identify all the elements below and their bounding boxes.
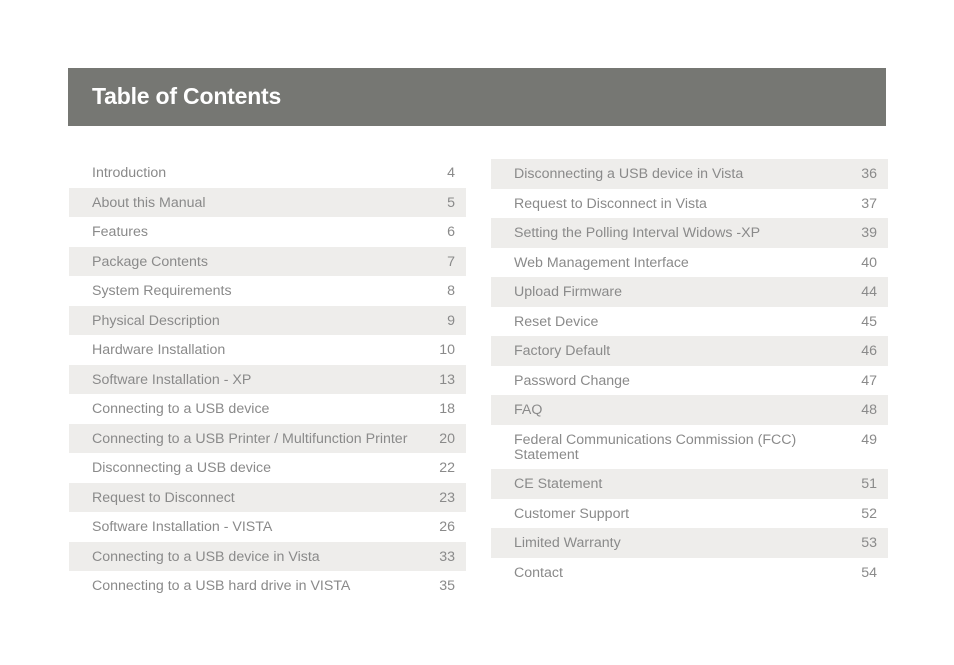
header-bar [68, 68, 886, 126]
toc-entry-title: Introduction [92, 165, 167, 181]
toc-entry-title: Disconnecting a USB device in Vista [514, 166, 744, 182]
toc-entry-title: Request to Disconnect in Vista [514, 195, 707, 212]
toc-entry-title: Customer Support [514, 505, 630, 522]
toc-entry-page: 36 [861, 166, 877, 182]
toc-left-column [69, 158, 466, 601]
toc-entry[interactable] [69, 335, 466, 365]
toc-entry[interactable] [491, 366, 888, 396]
toc-entry-title: Limited Warranty [514, 535, 621, 551]
toc-entry-page: 44 [861, 284, 877, 300]
toc-entry-page: 45 [861, 313, 877, 330]
toc-entry-title: About this Manual [92, 194, 206, 211]
toc-entry[interactable] [491, 425, 888, 470]
toc-entry-page: 18 [439, 401, 455, 417]
toc-entry-title: Factory Default [514, 343, 611, 359]
toc-entry-title: Hardware Installation [92, 342, 226, 358]
toc-entry-title: Features [92, 224, 148, 240]
toc-entry[interactable] [491, 218, 888, 248]
toc-entry[interactable] [491, 395, 888, 425]
toc-entry[interactable] [491, 558, 888, 588]
toc-entry-page: 13 [439, 371, 455, 388]
toc-entry-title: Connecting to a USB device in Vista [92, 548, 320, 565]
toc-entry-page: 40 [861, 254, 877, 271]
toc-entry[interactable] [491, 159, 888, 189]
toc-entry[interactable] [69, 365, 466, 395]
toc-entry-title: Federal Communications Commission (FCC) Statement [514, 431, 797, 463]
toc-entry[interactable] [69, 276, 466, 306]
toc-entry-page: 20 [439, 430, 455, 447]
toc-entry[interactable] [491, 469, 888, 499]
toc-entry[interactable] [491, 277, 888, 307]
toc-entry-page: 4 [447, 165, 455, 181]
toc-entry-title: Connecting to a USB Printer / Multifunction Printer [92, 430, 408, 447]
toc-entry-title: Connecting to a USB hard drive in VISTA [92, 578, 351, 594]
toc-entry[interactable] [69, 424, 466, 454]
toc-entry-title: Physical Description [92, 312, 220, 329]
toc-entry-page: 8 [447, 283, 455, 299]
toc-entry[interactable] [69, 306, 466, 336]
toc-entry[interactable] [69, 571, 466, 601]
toc-entry-page: 37 [861, 195, 877, 212]
toc-entry-page: 47 [861, 372, 877, 389]
toc-entry-title: CE Statement [514, 476, 603, 492]
toc-entry-title: Setting the Polling Interval Widows -XP [514, 225, 761, 241]
toc-entry-title: Contact [514, 564, 563, 581]
toc-entry-title: Software Installation - XP [92, 371, 252, 388]
toc-entry[interactable] [491, 499, 888, 529]
toc-entry-page: 23 [439, 489, 455, 506]
toc-entry-title: Password Change [514, 372, 630, 389]
toc-entry[interactable] [69, 394, 466, 424]
toc-entry-title: Connecting to a USB device [92, 401, 270, 417]
toc-entry[interactable] [69, 217, 466, 247]
toc-entry[interactable] [491, 189, 888, 219]
toc-entry-page: 10 [439, 342, 455, 358]
toc-entry[interactable] [69, 512, 466, 542]
toc-entry-page: 48 [861, 402, 877, 418]
toc-entry-page: 7 [447, 253, 455, 270]
toc-entry-page: 22 [439, 460, 455, 476]
toc-entry-page: 53 [861, 535, 877, 551]
toc-entry-title: Request to Disconnect [92, 489, 235, 506]
toc-entry-title: Package Contents [92, 253, 208, 270]
toc-entry[interactable] [69, 483, 466, 513]
toc-entry-page: 5 [447, 194, 455, 211]
toc-entry-page: 52 [861, 505, 877, 522]
toc-entry[interactable] [69, 542, 466, 572]
toc-right-column [491, 159, 888, 587]
page-title: Table of Contents [92, 83, 282, 109]
toc-entry-page: 46 [861, 343, 877, 359]
toc-entry-page: 51 [861, 476, 877, 492]
toc-entry-page: 26 [439, 519, 455, 535]
toc-entry-title: System Requirements [92, 283, 232, 299]
toc-entry[interactable] [69, 158, 466, 188]
toc-entry-page: 39 [861, 225, 877, 241]
toc-entry[interactable] [69, 453, 466, 483]
toc-entry-page: 6 [447, 224, 455, 240]
toc-entry[interactable] [491, 336, 888, 366]
toc-entry[interactable] [69, 247, 466, 277]
toc-entry-title: FAQ [514, 402, 543, 418]
toc-entry-page: 54 [861, 564, 877, 581]
toc-entry-page: 35 [439, 578, 455, 594]
toc-entry[interactable] [491, 248, 888, 278]
toc-entry-title: Web Management Interface [514, 254, 689, 271]
toc-entry-title: Upload Firmware [514, 284, 623, 300]
toc-entry-title: Software Installation - VISTA [92, 519, 273, 535]
toc-entry[interactable] [491, 528, 888, 558]
toc-entry[interactable] [491, 307, 888, 337]
toc-entry[interactable] [69, 188, 466, 218]
toc-entry-page: 33 [439, 548, 455, 565]
toc-entry-page: 9 [447, 312, 455, 329]
toc-entry-title: Disconnecting a USB device [92, 460, 272, 476]
toc-entry-title: Reset Device [514, 313, 599, 330]
toc-entry-page: 49 [861, 431, 877, 448]
